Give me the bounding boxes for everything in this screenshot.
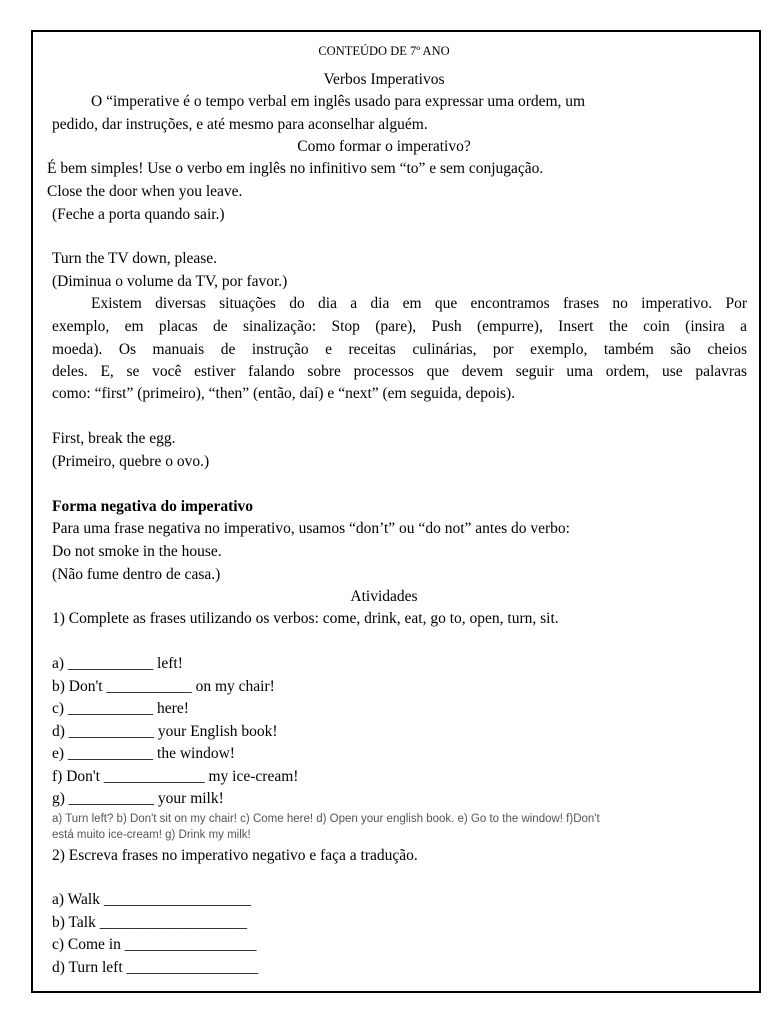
how-to-heading: Como formar o imperativo? <box>297 138 471 155</box>
question-2: 2) Escreva frases no imperativo negativo e faça a tradução. <box>52 847 418 864</box>
exercise-item: d) ___________ your English book! <box>52 723 278 740</box>
intro-line-1: O “imperative é o tempo verbal em inglês usado para expressar uma ordem, um <box>91 93 586 110</box>
answers-line-2: está muito ice-cream! g) Drink my milk! <box>52 829 251 841</box>
paragraph-line-1: Existem diversas situações do dia a dia em que encontramos frases no imperativo. Por <box>91 295 747 312</box>
exercise-item: g) ___________ your milk! <box>52 790 224 807</box>
example-2-translation: (Diminua o volume da TV, por favor.) <box>52 273 288 290</box>
exercise-item: e) ___________ the window! <box>52 745 235 762</box>
paragraph-line-3: moeda). Os manuais de instrução e receitas culinárias, por exemplo, também são cheios <box>52 341 747 358</box>
negative-rule: Para uma frase negativa no imperativo, usamos “don’t” ou “do not” antes do verbo: <box>52 520 570 537</box>
exercise-item: d) Turn left _________________ <box>52 959 259 976</box>
example-1: Close the door when you leave. <box>47 183 243 200</box>
exercise-item: a) ___________ left! <box>52 655 183 672</box>
exercise-item: b) Talk ___________________ <box>52 914 247 931</box>
exercise-item: c) Come in _________________ <box>52 936 257 953</box>
negative-example-translation: (Não fume dentro de casa.) <box>52 566 221 583</box>
example-2: Turn the TV down, please. <box>52 250 218 267</box>
example-1-translation: (Feche a porta quando sair.) <box>52 206 225 223</box>
negative-example: Do not smoke in the house. <box>52 543 222 560</box>
page-title: Verbos Imperativos <box>323 71 445 88</box>
paragraph-line-4: deles. E, se você estiver falando sobre processos que devem seguir uma ordem, use palavras <box>52 363 747 380</box>
paragraph-line-5: como: “first” (primeiro), “then” (então, daí) e “next” (em seguida, depois). <box>52 385 516 402</box>
exercise-item: f) Don't _____________ my ice-cream! <box>52 768 299 785</box>
example-3: First, break the egg. <box>52 430 176 447</box>
answers-line-1: a) Turn left? b) Don't sit on my chair! c) Come here! d) Open your english book. e) Go to the window! f)Don't <box>52 813 600 825</box>
intro-line-2: pedido, dar instruções, e até mesmo para aconselhar alguém. <box>52 116 428 133</box>
rule-text: É bem simples! Use o verbo em inglês no infinitivo sem “to” e sem conjugação. <box>47 160 544 177</box>
exercise-item: a) Walk ___________________ <box>52 891 252 908</box>
negative-heading: Forma negativa do imperativo <box>52 498 254 515</box>
activities-heading: Atividades <box>350 588 418 605</box>
paragraph-line-2: exemplo, em placas de sinalização: Stop (pare), Push (empurre), Insert the coin (insira a <box>52 318 747 335</box>
example-3-translation: (Primeiro, quebre o ovo.) <box>52 453 210 470</box>
exercise-item: b) Don't ___________ on my chair! <box>52 678 275 695</box>
question-1: 1) Complete as frases utilizando os verbos: come, drink, eat, go to, open, turn, sit. <box>52 610 559 627</box>
exercise-item: c) ___________ here! <box>52 700 189 717</box>
grade-subtitle: CONTEÚDO DE 7º ANO <box>318 44 450 58</box>
